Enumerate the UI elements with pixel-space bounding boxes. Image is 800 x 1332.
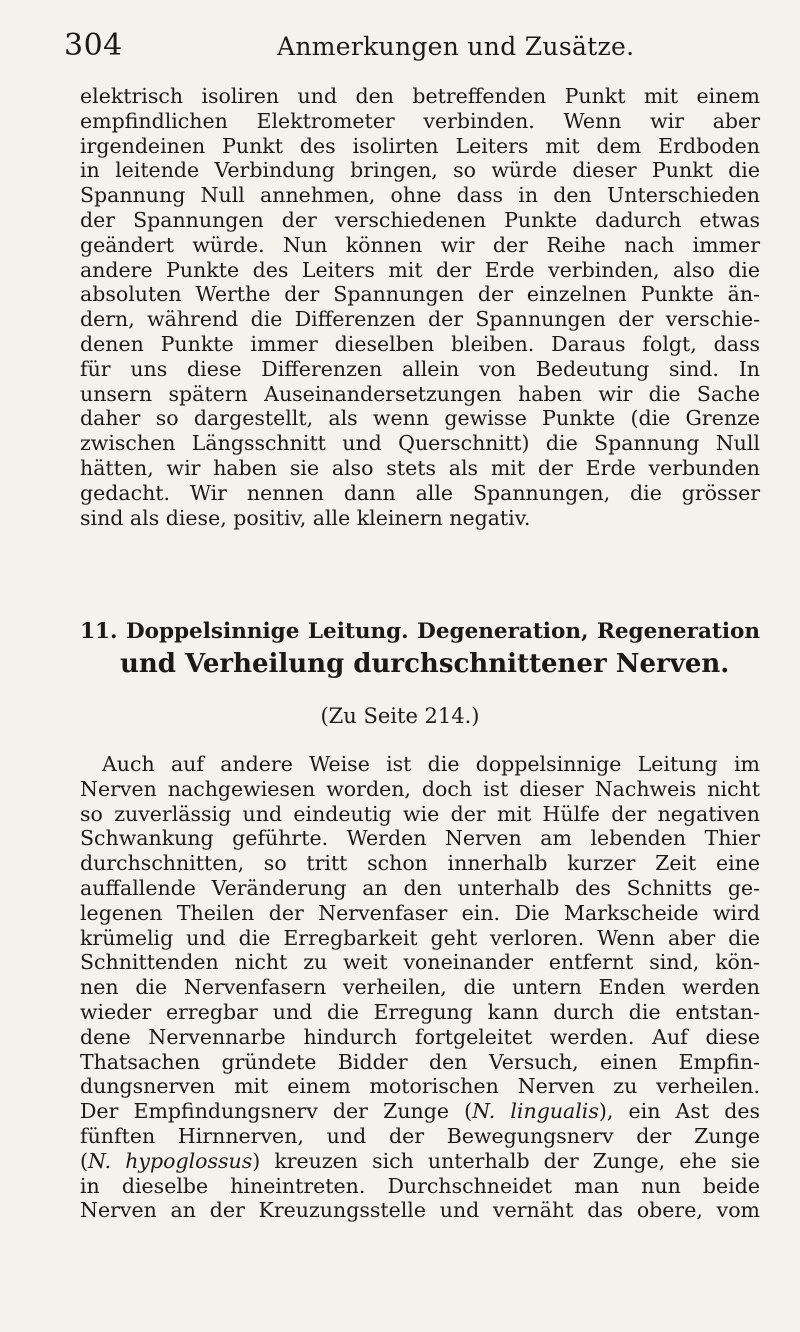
- latin-term: N. lingualis: [472, 1099, 599, 1124]
- text-line: für uns diese Differenzen allein von Bedeutung sind. In: [80, 356, 760, 381]
- latin-term: N. hypoglossus: [88, 1148, 253, 1173]
- text-line: Schnittenden nicht zu weit voneinander entfernt sind, kön-: [80, 950, 760, 975]
- text-line: unsern spätern Auseinandersetzungen haben wir die Sache: [80, 381, 760, 406]
- text-line: durchschnitten, so tritt schon innerhalb kurzer Zeit eine: [80, 851, 760, 876]
- text-line: in leitende Verbindung bringen, so würde dieser Punkt die: [80, 158, 760, 183]
- text-line: Nerven an der Kreuzungsstelle und vernäht das obere, vom: [80, 1198, 760, 1223]
- text-line: dene Nervennarbe hindurch fortgeleitet werden. Auf diese: [80, 1024, 760, 1049]
- text-line: [80, 1099, 760, 1124]
- text-line: dungsnerven mit einem motorischen Nerven zu verheilen.: [80, 1074, 760, 1099]
- text-line: empfindlichen Elektrometer verbinden. Wenn wir aber: [80, 108, 760, 133]
- text-line: daher so dargestellt, als wenn gewisse Punkte (die Grenze: [80, 406, 760, 431]
- text-line: zwischen Längsschnitt und Querschnitt) die Spannung Null: [80, 431, 760, 456]
- text-line: nen die Nervenfasern verheilen, die untern Enden werden: [80, 975, 760, 1000]
- text-line: Thatsachen gründete Bidder den Versuch, einen Empfin-: [80, 1049, 760, 1074]
- text-line: irgendeinen Punkt des isolirten Leiters mit dem Erdboden: [80, 133, 760, 158]
- text-line: gedacht. Wir nennen dann alle Spannungen, die grösser: [80, 480, 760, 505]
- text-line: der Spannungen der verschiedenen Punkte dadurch etwas: [80, 207, 760, 232]
- text-line: andere Punkte des Leiters mit der Erde verbinden, also die: [80, 257, 760, 282]
- text-line: sind als diese, positiv, alle kleinern negativ.: [80, 505, 531, 530]
- text-line: denen Punkte immer dieselben bleiben. Daraus folgt, dass: [80, 331, 760, 356]
- text-fragment: Der Empfindungsnerv der Zunge (: [80, 1099, 473, 1124]
- text-line: krümelig und die Erregbarkeit geht verloren. Wenn aber die: [80, 925, 760, 950]
- text-line: hätten, wir haben sie also stets als mit der Erde verbunden: [80, 455, 760, 480]
- text-line: Spannung Null annehmen, ohne dass in den Unterschieden: [80, 183, 760, 208]
- text-line: Nerven nachgewiesen worden, doch ist dieser Nachweis nicht: [80, 776, 760, 801]
- text-line: geändert würde. Nun können wir der Reihe nach immer: [80, 232, 760, 257]
- text-fragment: ), ein Ast des: [598, 1099, 760, 1124]
- text-line: [80, 1149, 760, 1174]
- text-line: Schwankung geführte. Werden Nerven am lebenden Thier: [80, 826, 760, 851]
- section-heading-line-1: 11. Doppelsinnige Leitung. Degeneration, Regeneration: [80, 619, 760, 644]
- text-line: in dieselbe hineintreten. Durchschneidet man nun beide: [80, 1173, 760, 1198]
- page-reference: (Zu Seite 214.): [320, 704, 480, 728]
- text-line: fünften Hirnnerven, und der Bewegungsnerv der Zunge: [80, 1123, 760, 1148]
- text-line: legenen Theilen der Nervenfaser ein. Die Markscheide wird: [80, 900, 760, 925]
- text-line: auffallende Veränderung an den unterhalb des Schnitts ge-: [80, 875, 760, 900]
- section-heading-line-2: und Verheilung durchschnittener Nerven.: [120, 649, 730, 679]
- section-heading: [80, 616, 760, 680]
- running-head: Anmerkungen und Zusätze.: [277, 32, 635, 61]
- text-line: wieder erregbar und die Erregung kann durch die entstan-: [80, 999, 760, 1024]
- paragraph-section-11: [80, 752, 760, 1223]
- text-fragment: (: [80, 1148, 88, 1173]
- page-number: 304: [64, 28, 123, 63]
- text-line: so zuverlässig und eindeutig wie der mit Hülfe der negativen: [80, 801, 760, 826]
- text-line: dern, während die Differenzen der Spannungen der verschie-: [80, 307, 760, 332]
- page-header: [64, 28, 754, 68]
- text-line: elektrisch isoliren und den betreffenden Punkt mit einem: [80, 84, 760, 108]
- text-line: Auch auf andere Weise ist die doppelsinnige Leitung im: [102, 752, 760, 776]
- text-line: absoluten Werthe der Spannungen der einzelnen Punkte än-: [80, 282, 760, 307]
- text-fragment: ) kreuzen sich unterhalb der Zunge, ehe sie: [252, 1148, 760, 1173]
- paragraph-continued: [80, 84, 760, 530]
